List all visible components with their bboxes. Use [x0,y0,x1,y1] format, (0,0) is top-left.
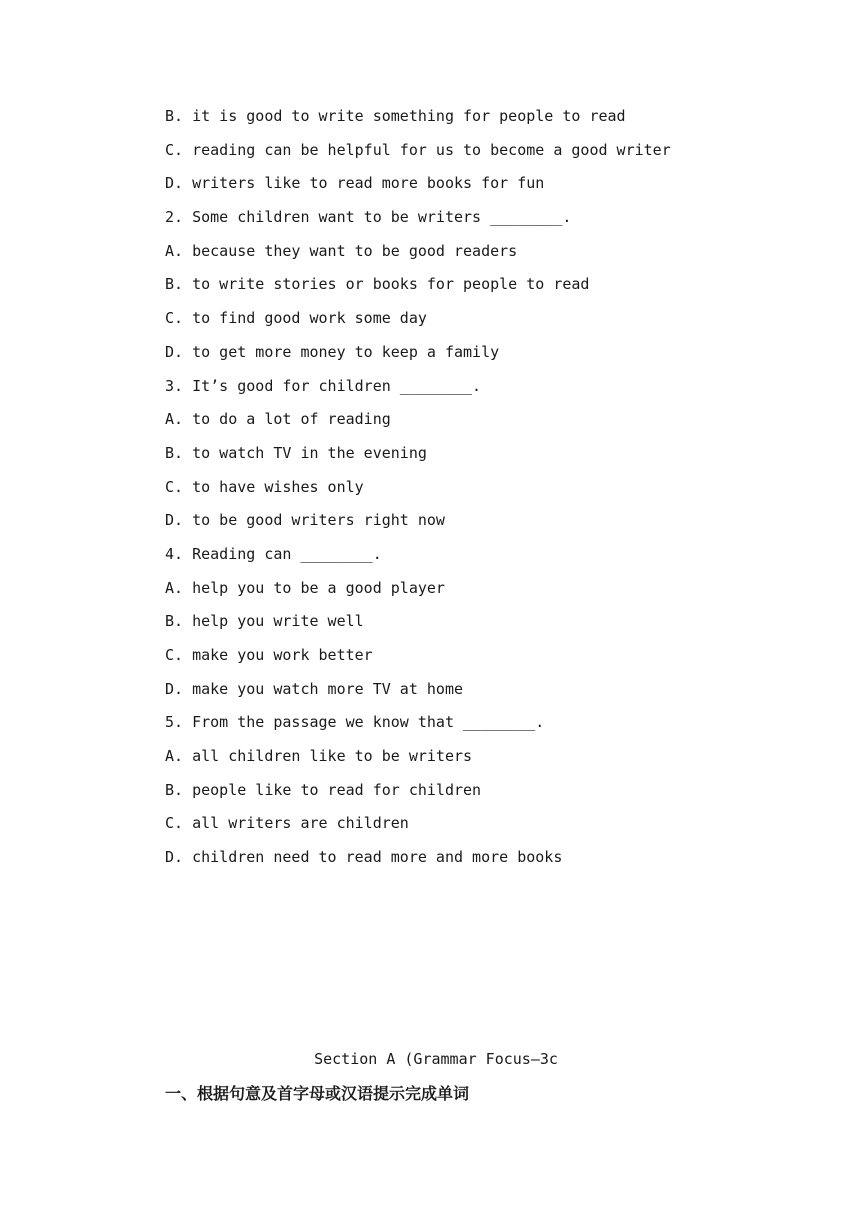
question-line: 3. It’s good for children ________. [165,376,482,395]
option-line: C. to find good work some day [165,309,427,328]
option-line: C. make you work better [165,646,373,664]
option-line: B. help you write well [165,612,364,631]
option-line: D. writers like to read more books for fun [165,174,545,193]
part-heading: 一、根据句意及首字母或汉语提示完成单词 [165,1084,470,1103]
question-line: 4. Reading can ________. [165,544,382,563]
option-line: C. to have wishes only [165,477,364,496]
option-line: B. people like to read for children [165,780,482,799]
option-line: C. reading can be helpful for us to become a good writer [165,140,671,159]
option-line: D. to be good writers right now [165,511,445,530]
question-line: 5. From the passage we know that ________. [165,713,545,732]
question-line: 2. Some children want to be writers ________. [165,208,572,227]
option-line: A. all children like to be writers [165,747,473,766]
option-line: B. to write stories or books for people to read [165,275,590,294]
option-line: C. all writers are children [165,814,409,833]
option-line: B. to watch TV in the evening [165,443,427,462]
option-line: D. children need to read more and more books [165,848,563,867]
question-list [165,104,805,879]
option-line: A. because they want to be good readers [165,241,518,260]
option-line: A. to do a lot of reading [165,410,391,429]
option-line: D. make you watch more TV at home [165,679,464,698]
option-line: A. help you to be a good player [165,578,445,597]
option-line: B. it is good to write something for people to read [165,107,626,125]
section-title: Section A (Grammar Focus—3c [314,1050,558,1068]
option-line: D. to get more money to keep a family [165,342,500,361]
